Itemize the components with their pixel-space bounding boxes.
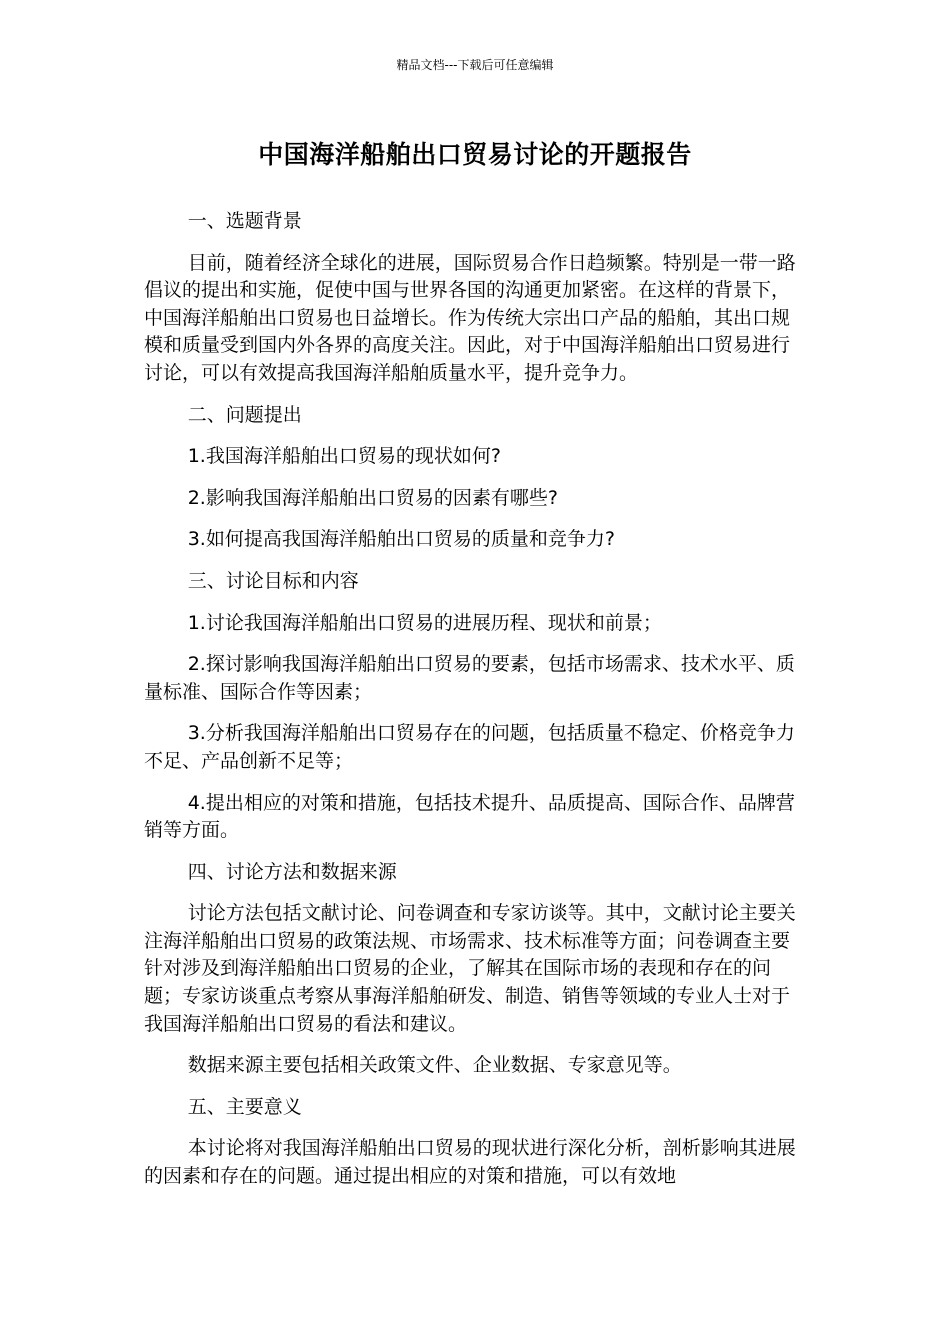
question-item: 3.如何提高我国海洋船舶出口贸易的质量和竞争力? <box>187 528 615 551</box>
goal-item: 2.探讨影响我国海洋船舶出口贸易的要素，包括市场需求、技术水平、质量标准、国际合作等因素； <box>144 653 795 703</box>
document-title: 中国海洋船舶出口贸易讨论的开题报告 <box>258 140 692 169</box>
section-heading-goals: 三、讨论目标和内容 <box>187 569 359 592</box>
paragraph-data-sources: 数据来源主要包括相关政策文件、企业数据、专家意见等。 <box>187 1054 682 1077</box>
question-item: 2.影响我国海洋船舶出口贸易的因素有哪些? <box>187 486 558 509</box>
goal-item: 3.分析我国海洋船舶出口贸易存在的问题，包括质量不稳定、价格竞争力不足、产品创新不足等； <box>144 722 795 772</box>
section-heading-methods: 四、讨论方法和数据来源 <box>187 860 397 883</box>
paragraph-methods: 讨论方法包括文献讨论、问卷调查和专家访谈等。其中，文献讨论主要关注海洋船舶出口贸易的政策法规、市场需求、技术标准等方面；问卷调查主要针对涉及到海洋船舶出口贸易的企业，了解其在国际市场的表现和存在的问题；专家访谈重点考察从事海洋船舶研发、制造、销售等领域的专业人士对于我国海洋船舶出口贸易的看法和建议。 <box>144 902 796 1035</box>
question-item: 1.我国海洋船舶出口贸易的现状如何? <box>187 445 501 468</box>
paragraph-significance: 本讨论将对我国海洋船舶出口贸易的现状进行深化分析，剖析影响其进展的因素和存在的问题。通过提出相应的对策和措施，可以有效地 <box>144 1137 796 1188</box>
goal-item: 4.提出相应的对策和措施，包括技术提升、品质提高、国际合作、品牌营销等方面。 <box>144 791 795 842</box>
header-note: 精品文档---下载后可任意编辑 <box>396 58 554 72</box>
goal-item: 1.讨论我国海洋船舶出口贸易的进展历程、现状和前景； <box>187 611 662 634</box>
document-body <box>144 208 806 1205</box>
section-heading-background: 一、选题背景 <box>187 210 302 232</box>
paragraph-background: 目前，随着经济全球化的进展，国际贸易合作日趋频繁。特别是一带一路倡议的提出和实施，促使中国与世界各国的沟通更加紧密。在这样的背景下，中国海洋船舶出口贸易也日益增长。作为传统大宗出口产品的船舶，其出口规模和质量受到国内外各界的高度关注。因此，对于中国海洋船舶出口贸易进行讨论，可以有效提高我国海洋船舶质量水平，提升竞争力。 <box>144 251 796 384</box>
section-heading-significance: 五、主要意义 <box>187 1095 302 1118</box>
section-heading-questions: 二、问题提出 <box>187 403 302 426</box>
